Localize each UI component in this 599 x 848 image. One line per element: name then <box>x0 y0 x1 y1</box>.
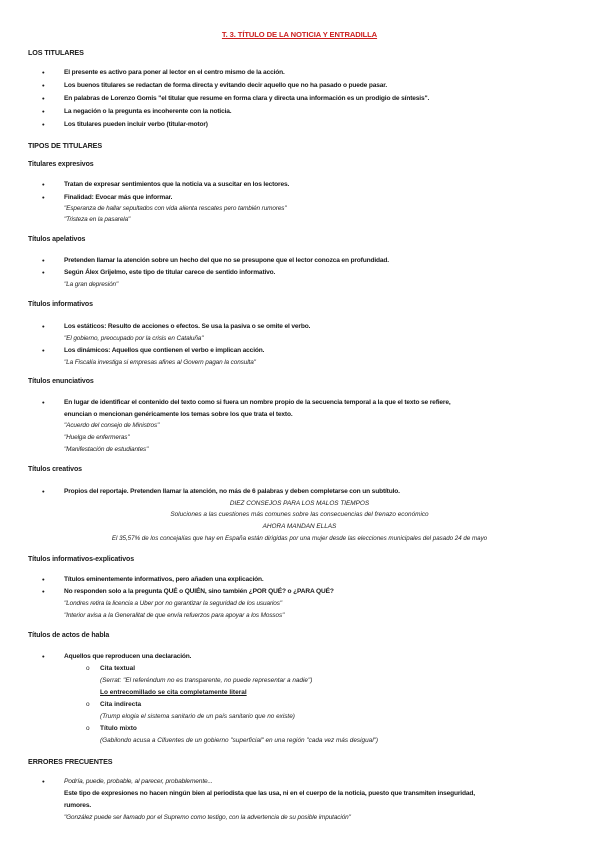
example-text: "La gran depresión" <box>64 281 119 288</box>
list-item: • La negación o la pregunta es incoherente con la noticia. <box>64 108 231 115</box>
list-item: • Según Álex Grijelmo, este tipo de titular carece de sentido informativo. <box>64 269 275 276</box>
example-headline: AHORA MANDAN ELLAS <box>262 523 337 530</box>
sub-item: o Cita textual <box>100 665 135 672</box>
example-text: "La Fiscalía investiga si empresas afines al Govern pagan la consulta" <box>64 359 256 366</box>
subheading-creativos: Títulos creativos <box>28 466 82 473</box>
list-item: • Aquellos que reproducen una declaración. <box>64 653 191 660</box>
subheading-expresivos: Titulares expresivos <box>28 161 94 168</box>
page-title: T. 3. TÍTULO DE LA NOTICIA Y ENTRADILLA <box>221 30 378 39</box>
section-heading-titulares: LOS TITULARES <box>28 48 84 57</box>
example-text: "El gobierno, preocupado por la crisis en Cataluña" <box>64 335 204 342</box>
example-subtitle: El 35,57% de los concejalías que hay en España están dirigidas por una mujer desde las elecciones municipales del pasado 24 de mayo <box>111 535 488 542</box>
example-subtitle: Soluciones a las cuestiones más comunes sobre las consecuencias del frenazo económico <box>170 511 429 518</box>
list-item: • Propios del reportaje. Pretenden llamar la atención, no más de 6 palabras y deben completarse con un subtítulo. <box>64 488 400 495</box>
example-text: "Huelga de enfermeras" <box>64 434 130 441</box>
list-item: • Los buenos titulares se redactan de forma directa y evitando decir aquello que no ha pasado o puede pasar. <box>64 82 387 89</box>
subheading-informativos-explicativos: Títulos informativos-explicativos <box>28 556 135 563</box>
list-item-continuation: enuncian o mencionan genéricamente los temas sobre los que trata el texto. <box>64 411 293 418</box>
example-headline: DIEZ CONSEJOS PARA LOS MALOS TIEMPOS <box>229 500 370 507</box>
list-item: • Los dinámicos: Aquellos que contienen el verbo e implican acción. <box>64 347 264 354</box>
list-item: • Podría, puede, probable, al parecer, probablemente... <box>64 778 213 785</box>
list-item: • Finalidad: Evocar más que informar. <box>64 194 172 201</box>
subheading-actos-de-habla: Títulos de actos de habla <box>28 632 110 639</box>
example-text: "Esperanza de hallar sepultados con vida alienta rescates pero también rumores" <box>64 205 287 212</box>
paragraph-line: Este tipo de expresiones no hacen ningún bien al periodista que las usa, ni en el cuerpo de la noticia, puesto que transmiten inseguridad, <box>64 790 475 797</box>
example-text: "Acuerdo del consejo de Ministros" <box>64 422 160 429</box>
example-text: "Tristeza en la pasarela" <box>64 216 131 223</box>
subheading-enunciativos: Títulos enunciativos <box>28 378 94 385</box>
list-item: • No responden solo a la pregunta QUÉ o QUIÉN, sino también ¿POR QUÉ? o ¿PARA QUÉ? <box>64 588 334 595</box>
example-text: (Trump elogia el sistema sanitario de un país sanitario que no existe) <box>100 713 295 720</box>
example-text: (Serrat: "El referéndum no es transparente, no puede representar a nadie") <box>100 677 313 684</box>
example-text: (Gabilondo acusa a Cifuentes de un gobierno "superficial" en una región "cada vez más desigual") <box>100 737 379 744</box>
sub-item: o Título mixto <box>100 725 137 732</box>
example-text: "Manifestación de estudiantes" <box>64 446 149 453</box>
section-heading-tipos: TIPOS DE TITULARES <box>28 141 103 150</box>
list-item: • En lugar de identificar el contenido del texto como si fuera un nombre propio de la secuencia temporal a la que el texto se refiere, <box>64 399 451 406</box>
subheading-informativos: Títulos informativos <box>28 301 93 308</box>
subheading-apelativos: Títulos apelativos <box>28 236 86 243</box>
list-item: • Tratan de expresar sentimientos que la noticia va a suscitar en los lectores. <box>64 181 289 188</box>
example-text: "Londres retira la licencia a Uber por no garantizar la seguridad de los usuarios" <box>64 600 283 607</box>
example-text: "González puede ser llamado por el Supremo como testigo, con la advertencia de su posible imputación" <box>64 814 351 821</box>
list-item: • En palabras de Lorenzo Gomis "el titular que resume en forma clara y directa una información es un prodigio de síntesis". <box>64 95 429 102</box>
list-item: • El presente es activo para poner al lector en el centro mismo de la acción. <box>64 69 285 76</box>
list-item: • Títulos eminentemente informativos, pero añaden una explicación. <box>64 576 264 583</box>
section-heading-errores: ERRORES FRECUENTES <box>28 757 113 766</box>
paragraph-line: rumores. <box>64 802 92 809</box>
note-text: Lo entrecomillado se cita completamente literal <box>100 689 247 696</box>
list-item: • Pretenden llamar la atención sobre un hecho del que no se presupone que el lector conozca en profundidad. <box>64 257 389 264</box>
list-item: • Los estáticos: Resulto de acciones o efectos. Se usa la pasiva o se omite el verbo. <box>64 323 310 330</box>
sub-item: o Cita indirecta <box>100 701 141 708</box>
list-item: • Los titulares pueden incluir verbo (titular-motor) <box>64 121 208 128</box>
example-text: "Interior avisa a la Generalitat de que envía refuerzos para apoyar a los Mossos" <box>64 612 285 619</box>
